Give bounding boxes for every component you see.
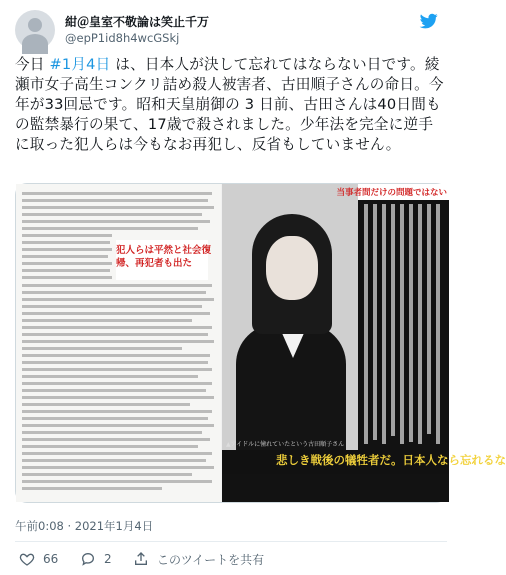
avatar-head-shape <box>28 18 42 32</box>
portrait-face-shape <box>266 236 318 300</box>
avatar-body-shape <box>22 34 48 54</box>
photo-caption: ▲アイドルに憧れていたという古田順子さん <box>226 441 345 448</box>
article-text-column <box>16 184 221 502</box>
share-upload-icon <box>133 551 149 567</box>
tweet-text-prefix: 今日 <box>15 56 50 73</box>
reply-bubble-icon <box>80 551 96 567</box>
twitter-bird-icon[interactable] <box>419 12 439 30</box>
tweet-timestamp[interactable]: 午前0:08 · 2021年1月4日 <box>15 519 154 533</box>
bottom-banner: 悲しき戦後の犠牲者だ。日本人なら忘れるな <box>276 453 506 467</box>
tweet-header <box>15 10 447 50</box>
heart-icon <box>19 551 35 567</box>
tweet-text <box>15 55 445 155</box>
attached-image[interactable] <box>15 183 506 503</box>
tweet-text-body: は、日本人が決して忘れてはならない日です。綾瀬市女子高生コンクリ詰め殺人被害者、古田順子さんの命日。今年が33回忌です。昭和天皇崩御の 3 日前、古田さんは40日間もの監禁暴行の果て、17歳で殺されました。少年法を完全に逆手に取った犯人らは今もなお再犯し、反省もしていません。 <box>15 56 444 153</box>
avatar[interactable] <box>15 10 55 50</box>
portrait-photo <box>222 184 358 450</box>
share-label: このツイートを共有 <box>157 552 265 567</box>
user-handle[interactable]: @epP1id8h4wcGSkj <box>65 31 180 45</box>
reply-count: 2 <box>104 552 112 566</box>
action-bar <box>15 549 447 569</box>
article-photo-panel <box>222 184 506 502</box>
share-button[interactable] <box>133 549 264 569</box>
like-count: 66 <box>43 552 59 566</box>
article-headline: 犯人らは平然と社会復帰、再犯者も出た <box>116 245 212 269</box>
reply-button[interactable] <box>80 549 112 569</box>
like-button[interactable] <box>19 549 58 569</box>
hashtag-link[interactable]: #1月4日 <box>49 56 111 73</box>
display-name[interactable]: 紺＠皇室不敬論は笑止千万 <box>65 15 210 29</box>
top-banner: 当事者間だけの問題ではない <box>336 188 447 198</box>
divider <box>15 541 447 542</box>
